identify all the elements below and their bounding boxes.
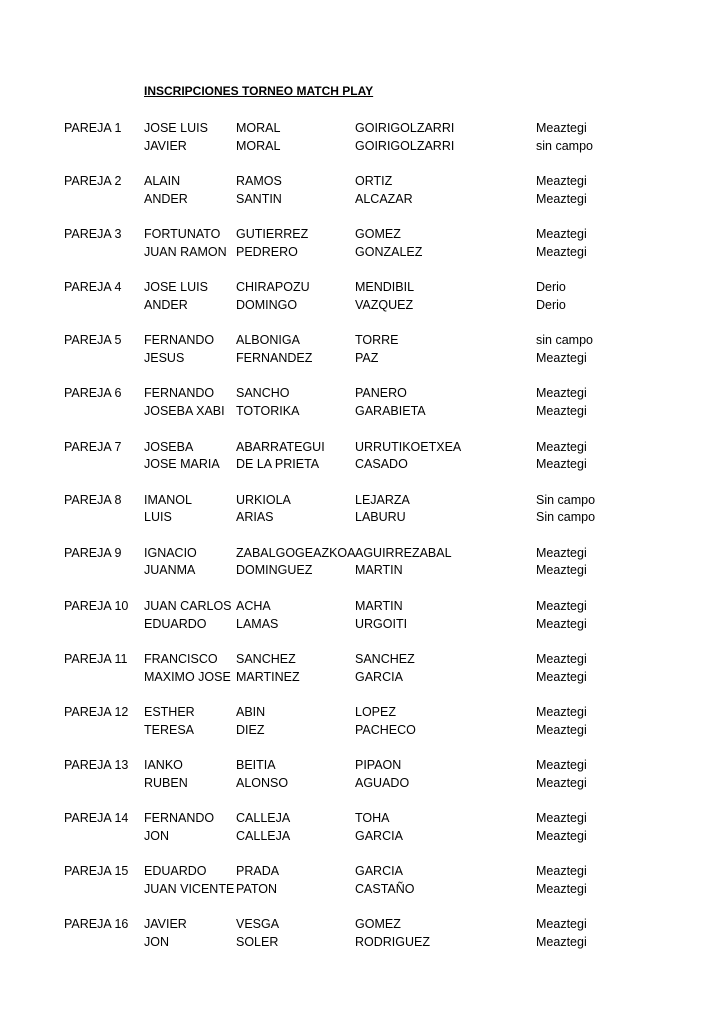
player-club: Meaztegi [536, 669, 587, 684]
player-surname2: RODRIGUEZ [355, 935, 430, 950]
player-row [0, 598, 724, 616]
player-row [0, 492, 724, 510]
player-name: IANKO [144, 758, 183, 773]
player-name: JESUS [144, 351, 185, 366]
player-surname2: TOHA [355, 811, 390, 826]
player-club: Meaztegi [536, 616, 587, 631]
player-name: JOSE LUIS [144, 280, 208, 295]
pair-label: PAREJA 16 [64, 917, 129, 932]
player-club: Meaztegi [536, 563, 587, 578]
pair-label: PAREJA 10 [64, 598, 129, 613]
player-club: Meaztegi [536, 917, 587, 932]
player-surname2: GOIRIGOLZARRI [355, 121, 455, 135]
player-club: Meaztegi [536, 545, 587, 560]
player-club: Meaztegi [536, 598, 587, 613]
pair-label: PAREJA 9 [64, 545, 122, 560]
player-row [0, 439, 724, 457]
player-surname2: MARTIN [355, 563, 403, 578]
player-club: Meaztegi [536, 386, 587, 401]
player-surname2: VAZQUEZ [355, 297, 414, 312]
player-surname1: FERNANDEZ [236, 351, 313, 366]
player-name: JON [144, 828, 169, 843]
player-surname1: CALLEJA [236, 811, 291, 826]
player-surname1: PRADA [236, 864, 280, 879]
pair-block [0, 916, 724, 969]
player-surname2: MENDIBIL [355, 280, 415, 295]
player-name: JUANMA [144, 563, 196, 578]
player-name: IMANOL [144, 492, 192, 507]
player-club: Meaztegi [536, 758, 587, 773]
player-surname2: ORTIZ [355, 174, 393, 189]
player-surname1: DOMINGUEZ [236, 563, 313, 578]
player-surname2: GARCIA [355, 864, 403, 879]
player-name: JUAN VICENTE [144, 882, 235, 896]
player-surname2: GARCIA [355, 669, 403, 684]
pair-label: PAREJA 2 [64, 174, 122, 189]
player-row [0, 191, 724, 209]
player-surname1: DOMINGO [236, 297, 298, 312]
player-row [0, 810, 724, 828]
player-name: JAVIER [144, 138, 187, 153]
player-surname2: AGUIRREZABAL [355, 545, 452, 560]
player-name: EDUARDO [144, 616, 207, 631]
player-surname1: PEDRERO [236, 244, 298, 259]
pair-block [0, 757, 724, 810]
player-surname1: MORAL [236, 138, 281, 153]
pair-label: PAREJA 7 [64, 439, 122, 454]
player-club: Derio [536, 280, 566, 295]
player-club: sin campo [536, 333, 593, 348]
player-surname2: GARCIA [355, 828, 403, 843]
pair-block [0, 598, 724, 651]
player-surname1: ALBONIGA [236, 333, 300, 348]
player-name: FRANCISCO [144, 651, 218, 666]
player-club: Meaztegi [536, 457, 587, 472]
pair-label: PAREJA 8 [64, 492, 122, 507]
player-club: Derio [536, 297, 566, 312]
player-surname1: SANTIN [236, 191, 282, 206]
player-club: Meaztegi [536, 174, 587, 189]
player-row [0, 279, 724, 297]
player-surname1: LAMAS [236, 616, 279, 631]
player-row [0, 881, 724, 899]
player-surname1: RAMOS [236, 174, 282, 189]
player-row [0, 669, 724, 687]
pair-block [0, 651, 724, 704]
player-club: Meaztegi [536, 864, 587, 879]
pair-block [0, 226, 724, 279]
player-row [0, 775, 724, 793]
player-club: Meaztegi [536, 775, 587, 790]
player-row [0, 562, 724, 580]
pair-block [0, 810, 724, 863]
player-name: LUIS [144, 510, 172, 525]
player-name: ANDER [144, 191, 188, 206]
player-club: Meaztegi [536, 811, 587, 826]
player-club: Meaztegi [536, 351, 587, 366]
player-row [0, 226, 724, 244]
player-club: Sin campo [536, 510, 596, 525]
player-surname2: LOPEZ [355, 705, 396, 720]
player-surname2: LEJARZA [355, 492, 410, 507]
player-club: Meaztegi [536, 882, 587, 896]
pair-label: PAREJA 13 [64, 758, 129, 773]
player-surname1: PATON [236, 882, 277, 896]
pair-block [0, 492, 724, 545]
player-surname2: URGOITI [355, 616, 408, 631]
player-name: ESTHER [144, 705, 195, 720]
player-surname2: MARTIN [355, 598, 403, 613]
player-surname1: ALONSO [236, 775, 289, 790]
pair-block [0, 704, 724, 757]
player-surname1: BEITIA [236, 758, 276, 773]
player-name: RUBEN [144, 775, 188, 790]
player-surname2: CASADO [355, 457, 408, 472]
player-row [0, 456, 724, 474]
player-row [0, 350, 724, 368]
player-club: Meaztegi [536, 121, 587, 135]
player-row [0, 934, 724, 952]
player-row [0, 297, 724, 315]
player-surname1: ACHA [236, 598, 271, 613]
pair-block [0, 545, 724, 598]
player-name: JOSEBA XABI [144, 404, 225, 419]
player-row [0, 120, 724, 138]
player-surname1: DIEZ [236, 722, 265, 737]
player-surname1: SANCHEZ [236, 651, 296, 666]
player-row [0, 704, 724, 722]
player-name: JOSEBA [144, 439, 194, 454]
pair-label: PAREJA 1 [64, 121, 122, 135]
player-name: ANDER [144, 297, 188, 312]
player-surname2: GONZALEZ [355, 244, 423, 259]
player-name: FERNANDO [144, 333, 215, 348]
player-row [0, 722, 724, 740]
pair-label: PAREJA 3 [64, 227, 122, 242]
document-title: INSCRIPCIONES TORNEO MATCH PLAY [144, 84, 374, 98]
player-surname2: PIPAON [355, 758, 402, 773]
player-club: Meaztegi [536, 935, 587, 950]
player-surname2: GARABIETA [355, 404, 426, 419]
player-surname1: CHIRAPOZU [236, 280, 310, 295]
player-club: Meaztegi [536, 828, 587, 843]
pair-label: PAREJA 6 [64, 386, 122, 401]
player-surname2: GOMEZ [355, 917, 401, 932]
player-surname1: SOLER [236, 935, 279, 950]
player-club: Meaztegi [536, 227, 587, 242]
player-name: JON [144, 935, 169, 950]
player-surname2: PAZ [355, 351, 379, 366]
player-row [0, 545, 724, 563]
player-surname2: URRUTIKOETXEA [355, 439, 462, 454]
player-surname1: ABIN [236, 705, 266, 720]
player-club: Meaztegi [536, 705, 587, 720]
player-club: sin campo [536, 138, 593, 153]
player-surname2: TORRE [355, 333, 399, 348]
pairs-list [0, 120, 724, 970]
pair-label: PAREJA 5 [64, 333, 122, 348]
player-surname1: URKIOLA [236, 492, 291, 507]
pair-label: PAREJA 15 [64, 864, 129, 879]
player-surname2: PACHECO [355, 722, 416, 737]
player-surname1: ZABALGOGEAZKOA [236, 545, 356, 560]
player-surname2: ALCAZAR [355, 191, 413, 206]
player-name: MAXIMO JOSE [144, 669, 231, 684]
player-surname1: CALLEJA [236, 828, 291, 843]
pair-label: PAREJA 4 [64, 280, 122, 295]
player-name: FERNANDO [144, 811, 215, 826]
player-name: JOSE MARIA [144, 457, 220, 472]
player-row [0, 403, 724, 421]
player-surname1: GUTIERREZ [236, 227, 309, 242]
player-surname2: PANERO [355, 386, 407, 401]
player-name: IGNACIO [144, 545, 197, 560]
player-club: Meaztegi [536, 404, 587, 419]
player-name: EDUARDO [144, 864, 207, 879]
player-club: Meaztegi [536, 244, 587, 259]
player-surname1: ABARRATEGUI [236, 439, 325, 454]
player-surname2: AGUADO [355, 775, 410, 790]
player-club: Meaztegi [536, 439, 587, 454]
pair-block [0, 439, 724, 492]
player-surname1: MARTINEZ [236, 669, 300, 684]
player-name: JUAN RAMON [144, 244, 227, 259]
player-surname1: TOTORIKA [236, 404, 300, 419]
player-name: ALAIN [144, 174, 181, 189]
player-name: FORTUNATO [144, 227, 221, 242]
player-club: Meaztegi [536, 191, 587, 206]
player-row [0, 616, 724, 634]
player-surname1: MORAL [236, 121, 281, 135]
player-name: JOSE LUIS [144, 121, 208, 135]
player-club: Meaztegi [536, 651, 587, 666]
player-club: Sin campo [536, 492, 596, 507]
player-surname2: SANCHEZ [355, 651, 415, 666]
player-name: TERESA [144, 722, 195, 737]
player-surname1: ARIAS [236, 510, 274, 525]
player-row [0, 916, 724, 934]
player-name: FERNANDO [144, 386, 215, 401]
player-row [0, 332, 724, 350]
pair-block [0, 173, 724, 226]
player-row [0, 757, 724, 775]
pair-label: PAREJA 11 [64, 651, 128, 666]
player-club: Meaztegi [536, 722, 587, 737]
player-row [0, 828, 724, 846]
player-name: JAVIER [144, 917, 187, 932]
player-surname2: LABURU [355, 510, 406, 525]
player-row [0, 651, 724, 669]
player-surname1: DE LA PRIETA [236, 457, 320, 472]
player-name: JUAN CARLOS [144, 598, 232, 613]
player-surname1: VESGA [236, 917, 280, 932]
pair-block [0, 120, 724, 173]
pair-block [0, 385, 724, 438]
player-surname1: SANCHO [236, 386, 290, 401]
player-row [0, 138, 724, 156]
pair-label: PAREJA 12 [64, 705, 129, 720]
player-row [0, 509, 724, 527]
player-row [0, 863, 724, 881]
pair-block [0, 863, 724, 916]
player-surname2: GOIRIGOLZARRI [355, 138, 455, 153]
player-surname2: GOMEZ [355, 227, 401, 242]
pair-block [0, 279, 724, 332]
player-row [0, 385, 724, 403]
player-row [0, 173, 724, 191]
pair-block [0, 332, 724, 385]
player-surname2: CASTAÑO [355, 882, 415, 896]
player-row [0, 244, 724, 262]
pair-label: PAREJA 14 [64, 811, 129, 826]
